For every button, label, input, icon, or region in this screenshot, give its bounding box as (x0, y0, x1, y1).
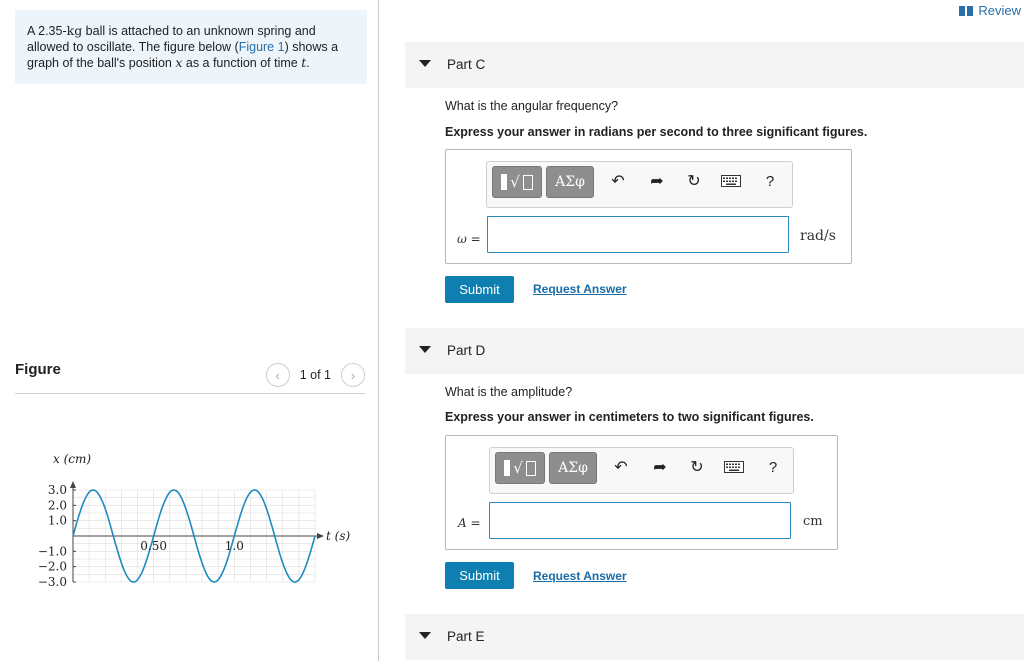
amplitude-answer-input[interactable] (489, 502, 791, 539)
problem-text-4: as a function of time (182, 56, 302, 70)
collapse-triangle-icon[interactable] (419, 346, 431, 353)
book-icon (959, 6, 973, 16)
problem-unit-kg: kg (66, 23, 83, 38)
redo-icon[interactable]: ➦ (653, 459, 667, 476)
part-d-request-answer-link[interactable]: Request Answer (533, 569, 627, 583)
problem-statement (15, 10, 367, 84)
keyboard-icon[interactable] (720, 170, 742, 192)
part-d-answer-box (445, 435, 838, 550)
help-icon[interactable]: ? (765, 172, 775, 190)
x-tick-label: 1.0 (224, 539, 244, 553)
y-axis-label: x (cm) (53, 452, 92, 466)
part-d-header[interactable] (405, 328, 1024, 374)
redo-icon[interactable]: ➦ (650, 173, 664, 190)
problem-var-x: x (175, 55, 183, 70)
part-c-title: Part C (447, 57, 486, 72)
collapse-triangle-icon[interactable] (419, 60, 431, 67)
greek-letters-icon[interactable]: ΑΣφ (546, 166, 594, 198)
amplitude-label: A = (458, 516, 481, 530)
y-tick-label: −2.0 (37, 559, 67, 574)
figure-pager (266, 363, 365, 387)
part-c-answer-box (445, 149, 852, 264)
x-axis-label: t (s) (326, 529, 350, 543)
figure-link[interactable]: Figure 1 (238, 40, 285, 54)
figure-title: Figure (15, 361, 61, 378)
pager-label: 1 of 1 (299, 368, 331, 382)
problem-text-3: ) shows a graph of the ball's position (27, 40, 339, 70)
part-d-title: Part D (447, 343, 486, 358)
review-label: Review (978, 3, 1021, 18)
figure-header (15, 360, 365, 394)
problem-text-1: A 2.35- (27, 24, 67, 38)
omega-answer-input[interactable] (487, 216, 789, 253)
x-axis-arrow (317, 533, 324, 539)
y-tick-label: −1.0 (37, 544, 67, 559)
omega-unit: rad/s (800, 228, 836, 244)
part-e-title: Part E (447, 629, 485, 644)
help-icon[interactable]: ? (768, 458, 778, 476)
undo-icon[interactable]: ↶ (611, 173, 625, 190)
part-d-instruction: Express your answer in centimeters to two significant figures. (445, 410, 814, 424)
chevron-left-icon[interactable]: ‹ (266, 363, 290, 387)
undo-icon[interactable]: ↶ (614, 459, 628, 476)
part-c-question: What is the angular frequency? (445, 99, 619, 113)
reset-icon[interactable]: ↻ (690, 459, 704, 476)
part-e-header[interactable] (405, 614, 1024, 660)
y-axis-arrow (70, 481, 76, 488)
problem-var-t: t (301, 55, 307, 70)
part-c-submit-button[interactable]: Submit (445, 276, 514, 303)
y-tick-label: 1.0 (47, 513, 67, 528)
omega-label: ω = (457, 232, 481, 246)
part-d-question: What is the amplitude? (445, 385, 573, 399)
keyboard-icon[interactable] (723, 456, 745, 478)
collapse-triangle-icon[interactable] (419, 632, 431, 639)
template-icon[interactable]: √ (492, 166, 542, 198)
y-tick-label: 3.0 (47, 483, 67, 497)
part-c-request-answer-link[interactable]: Request Answer (533, 282, 627, 296)
problem-text-2: ball is attached to an unknown spring and allowed to oscillate. The figure below ( (27, 24, 316, 54)
chevron-right-icon[interactable]: › (341, 363, 365, 387)
part-c-header[interactable] (405, 42, 1024, 88)
y-tick-label: 2.0 (47, 498, 67, 513)
math-toolbar (486, 161, 793, 208)
x-tick-label: 0.50 (140, 539, 168, 553)
template-icon[interactable]: √ (495, 452, 545, 484)
part-d-submit-button[interactable]: Submit (445, 562, 514, 589)
part-c-instruction: Express your answer in radians per second to three significant figures. (445, 125, 868, 139)
review-link[interactable] (959, 3, 1021, 18)
left-panel (0, 0, 379, 661)
amplitude-unit: cm (803, 514, 823, 529)
reset-icon[interactable]: ↻ (687, 173, 701, 190)
position-time-graph (30, 445, 350, 595)
y-tick-label: −3.0 (37, 575, 67, 589)
problem-text-5: . (306, 56, 310, 70)
greek-letters-icon[interactable]: ΑΣφ (549, 452, 597, 484)
math-toolbar (489, 447, 794, 494)
